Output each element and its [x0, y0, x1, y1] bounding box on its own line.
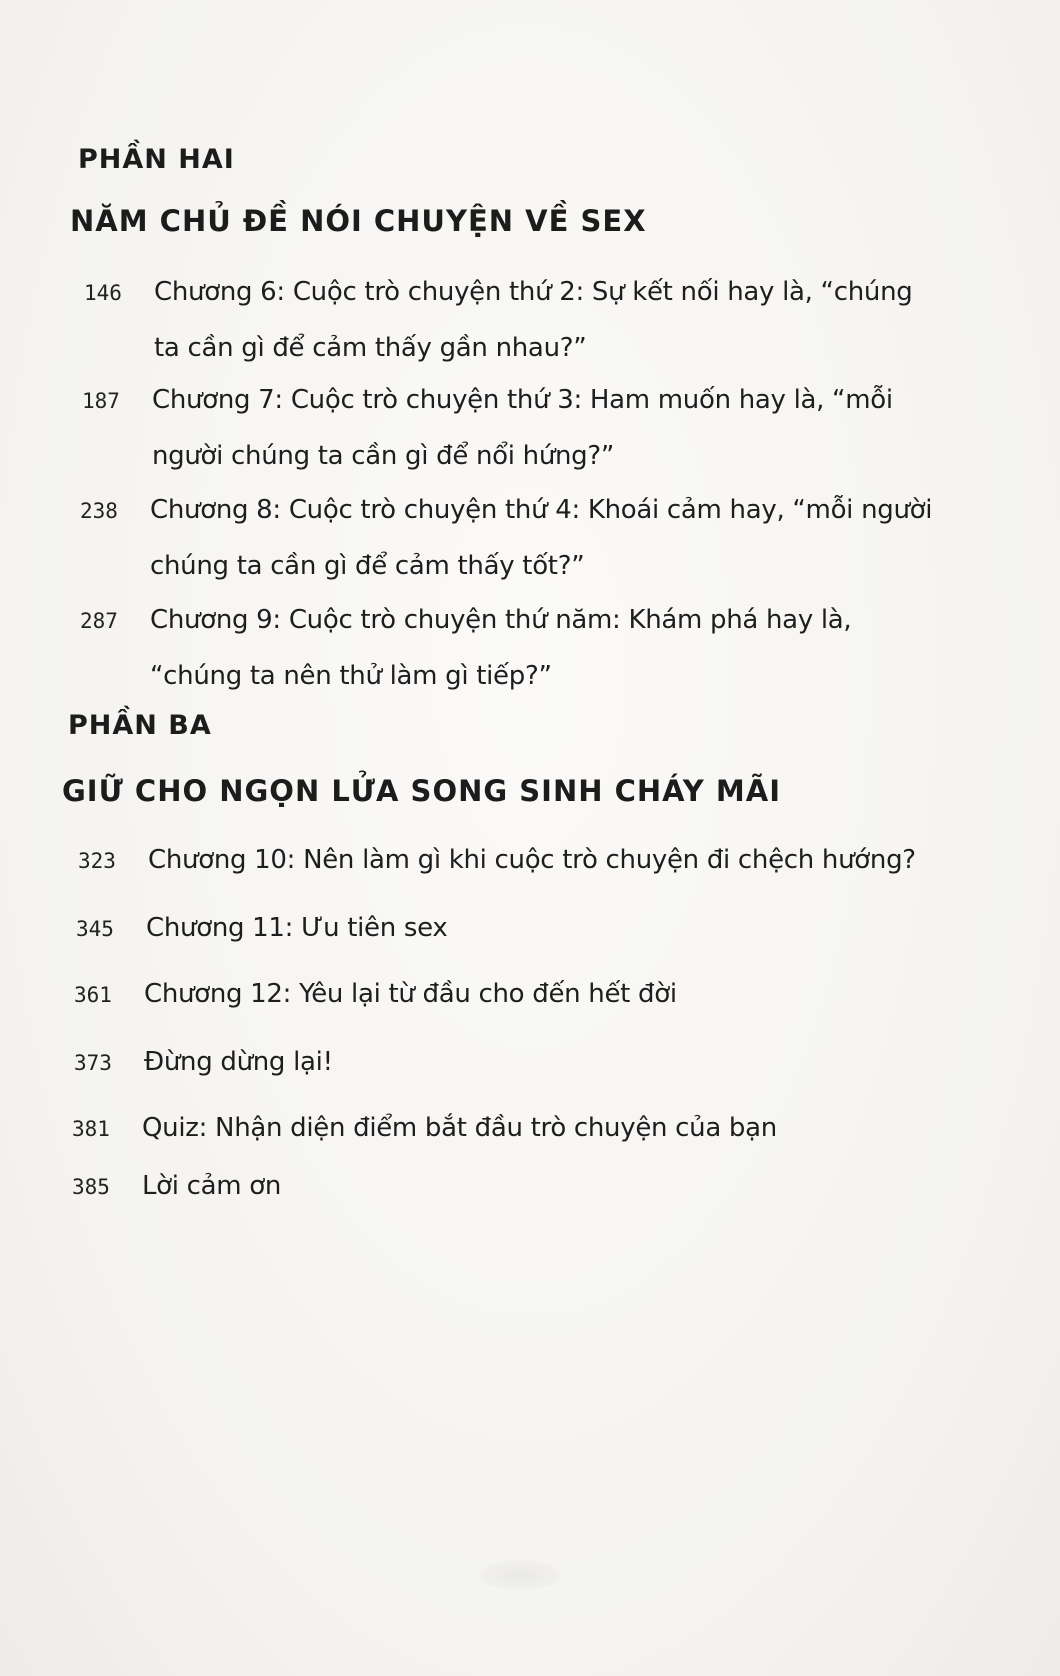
toc-entry-title: Quiz: Nhận diện điểm bắt đầu trò chuyện của bạn: [142, 1113, 777, 1143]
page-smudge: [480, 1560, 560, 1590]
part-two-title: NĂM CHỦ ĐỀ NÓI CHUYỆN VỀ SEX: [70, 204, 647, 238]
toc-page-number: 361: [74, 983, 112, 1007]
toc-entry: [78, 840, 938, 880]
toc-entry-title: Đừng dừng lại!: [144, 1047, 333, 1077]
toc-page-number: 187: [82, 389, 120, 413]
toc-entry: [72, 1166, 932, 1206]
toc-entry: [80, 592, 940, 704]
toc-entry-title: Lời cảm ơn: [142, 1171, 282, 1201]
part-three-label: PHẦN BA: [68, 710, 212, 741]
toc-page-number: 373: [74, 1051, 112, 1075]
toc-entry-title: Chương 11: Ưu tiên sex: [146, 913, 448, 943]
toc-entry: [82, 372, 942, 484]
toc-entry-title: Chương 7: Cuộc trò chuyện thứ 3: Ham muốn hay là, “mỗi người chúng ta cần gì để nổi hứng?”: [152, 385, 893, 471]
part-three-title: GIỮ CHO NGỌN LỬA SONG SINH CHÁY MÃI: [62, 774, 781, 808]
toc-entry-title: Chương 10: Nên làm gì khi cuộc trò chuyện đi chệch hướng?: [148, 845, 916, 875]
toc-entry: [76, 908, 936, 948]
toc-page-number: 146: [84, 281, 122, 305]
toc-entry: [74, 974, 934, 1014]
toc-entry-title: Chương 9: Cuộc trò chuyện thứ năm: Khám phá hay là, “chúng ta nên thử làm gì tiếp?”: [150, 605, 852, 691]
toc-entry: [72, 1108, 932, 1148]
part-two-label: PHẦN HAI: [78, 144, 235, 175]
toc-page-number: 287: [80, 609, 118, 633]
toc-entry-title: Chương 6: Cuộc trò chuyện thứ 2: Sự kết nối hay là, “chúng ta cần gì để cảm thấy gần nhau?”: [154, 277, 913, 363]
toc-page-number: 345: [76, 917, 114, 941]
toc-page-number: 381: [72, 1117, 110, 1141]
toc-entry: [80, 482, 940, 594]
toc-page-number: 323: [78, 849, 116, 873]
toc-entry: [84, 264, 944, 376]
toc-entry: [74, 1042, 934, 1082]
toc-entry-title: Chương 12: Yêu lại từ đầu cho đến hết đời: [144, 979, 677, 1009]
toc-entry-title: Chương 8: Cuộc trò chuyện thứ 4: Khoái cảm hay, “mỗi người chúng ta cần gì để cảm thấy tốt?”: [150, 495, 933, 581]
toc-page-number: 385: [72, 1175, 110, 1199]
toc-page-number: 238: [80, 499, 118, 523]
